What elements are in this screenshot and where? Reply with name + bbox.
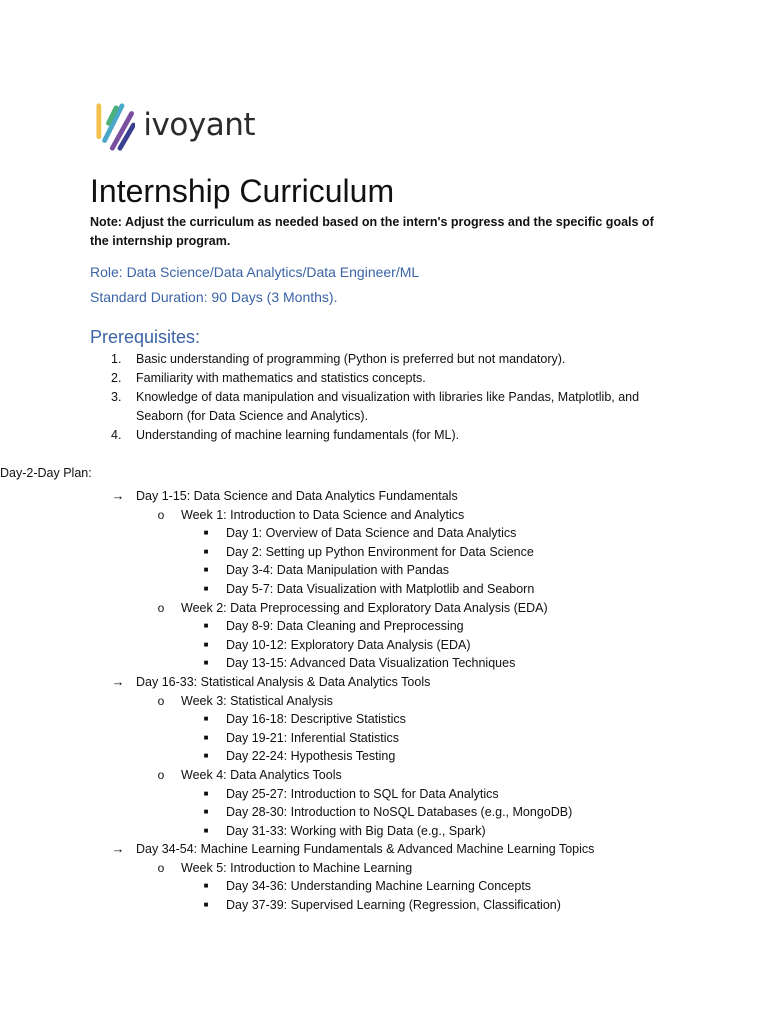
prerequisites-list [90,350,670,445]
plan-week-item [0,692,768,711]
plan-day-item [0,785,768,804]
page-title: Internship Curriculum [90,173,395,209]
plan-item-text: Day 34-54: Machine Learning Fundamentals & Advanced Machine Learning Topics [136,842,595,857]
square-bullet-icon: ■ [203,639,209,649]
prerequisite-text: Familiarity with mathematics and statistics concepts. [136,371,426,385]
curriculum-note: Note: Adjust the curriculum as needed based on the intern's progress and the specific goals of the internship program. [90,215,654,248]
circle-bullet-icon: o [157,507,165,522]
square-bullet-icon: ■ [203,546,209,556]
ivoyant-logo [95,99,255,155]
square-bullet-icon: ■ [203,658,209,668]
square-bullet-icon: ■ [203,565,209,575]
circle-bullet-icon: o [157,767,165,782]
prerequisite-number: 3. [111,390,122,404]
plan-period-item [0,673,768,692]
plan-day-item [0,896,768,915]
square-bullet-icon: ■ [203,732,209,742]
prerequisite-text: Understanding of machine learning fundamentals (for ML). [136,428,460,442]
plan-item-text: Day 8-9: Data Cleaning and Preprocessing [226,619,464,634]
prerequisites-heading: Prerequisites: [90,327,201,347]
square-bullet-icon: ■ [203,900,209,910]
plan-day-item [0,803,768,822]
prerequisite-number: 4. [111,428,122,442]
square-bullet-icon: ■ [203,714,209,724]
plan-item-text: Day 28-30: Introduction to NoSQL Databases (e.g., MongoDB) [226,805,573,820]
plan-item-text: Week 3: Statistical Analysis [181,693,333,708]
prerequisite-text: Knowledge of data manipulation and visualization with libraries like Pandas, Matplotlib, and Seaborn (for Data Science and Analytics). [136,390,640,423]
plan-item-text: Day 5-7: Data Visualization with Matplotlib and Seaborn [226,581,535,596]
plan-item-text: Week 4: Data Analytics Tools [181,767,342,782]
square-bullet-icon: ■ [203,807,209,817]
plan-day-item [0,580,768,599]
square-bullet-icon: ■ [203,825,209,835]
plan-item-text: Day 3-4: Data Manipulation with Pandas [226,563,450,578]
square-bullet-icon: ■ [203,528,209,538]
plan-day-item [0,747,768,766]
circle-bullet-icon: o [157,693,165,708]
square-bullet-icon: ■ [203,788,209,798]
plan-day-item [0,729,768,748]
square-bullet-icon: ■ [203,751,209,761]
plan-item-text: Day 2: Setting up Python Environment for Data Science [226,544,534,559]
plan-day-item [0,617,768,636]
prerequisite-item [90,388,670,426]
prerequisite-item [90,350,670,369]
ivoyant-logo-text: ivoyant [143,107,255,143]
day-plan-heading: Day-2-Day Plan: [0,466,92,480]
plan-week-item [0,599,768,618]
plan-week-item [0,859,768,878]
square-bullet-icon: ■ [203,583,209,593]
arrow-bullet-icon: → [111,673,125,689]
circle-bullet-icon: o [157,860,165,875]
prerequisite-number: 2. [111,371,122,385]
ivoyant-logo-mark-icon [95,99,135,155]
plan-week-item [0,766,768,785]
plan-day-item [0,543,768,562]
plan-day-item [0,710,768,729]
plan-item-text: Day 31-33: Working with Big Data (e.g., Spark) [226,823,486,838]
plan-day-item [0,636,768,655]
plan-item-text: Day 1: Overview of Data Science and Data Analytics [226,526,517,541]
plan-item-text: Day 16-18: Descriptive Statistics [226,712,406,727]
plan-item-text: Day 16-33: Statistical Analysis & Data Analytics Tools [136,674,431,689]
plan-item-text: Day 37-39: Supervised Learning (Regression, Classification) [226,898,561,913]
plan-day-item [0,654,768,673]
plan-item-text: Day 19-21: Inferential Statistics [226,730,399,745]
plan-period-item [0,487,768,506]
role-line: Role: Data Science/Data Analytics/Data Engineer/ML [90,264,420,280]
plan-item-text: Week 1: Introduction to Data Science and Analytics [181,507,465,522]
circle-bullet-icon: o [157,600,165,615]
duration-line: Standard Duration: 90 Days (3 Months). [90,289,338,305]
prerequisite-text: Basic understanding of programming (Python is preferred but not mandatory). [136,352,566,366]
plan-item-text: Day 22-24: Hypothesis Testing [226,749,396,764]
arrow-bullet-icon: → [111,841,125,857]
plan-item-text: Day 34-36: Understanding Machine Learning Concepts [226,879,532,894]
prerequisite-item [90,369,670,388]
prerequisite-item [90,426,670,445]
arrow-bullet-icon: → [111,488,125,503]
square-bullet-icon: ■ [203,621,209,631]
plan-item-text: Day 1-15: Data Science and Data Analytics Fundamentals [136,489,458,503]
plan-day-item [0,561,768,580]
plan-day-item [0,822,768,841]
prerequisite-number: 1. [111,352,122,366]
plan-item-text: Week 2: Data Preprocessing and Exploratory Data Analysis (EDA) [181,600,548,615]
square-bullet-icon: ■ [203,881,209,891]
plan-week-item [0,506,768,525]
plan-day-item [0,877,768,896]
plan-period-item [0,840,768,859]
plan-item-text: Day 10-12: Exploratory Data Analysis (EDA) [226,637,471,652]
plan-day-item [0,524,768,543]
plan-item-text: Day 25-27: Introduction to SQL for Data Analytics [226,786,499,801]
plan-item-text: Week 5: Introduction to Machine Learning [181,860,413,875]
plan-item-text: Day 13-15: Advanced Data Visualization Techniques [226,656,516,671]
day-plan-list [0,487,768,915]
